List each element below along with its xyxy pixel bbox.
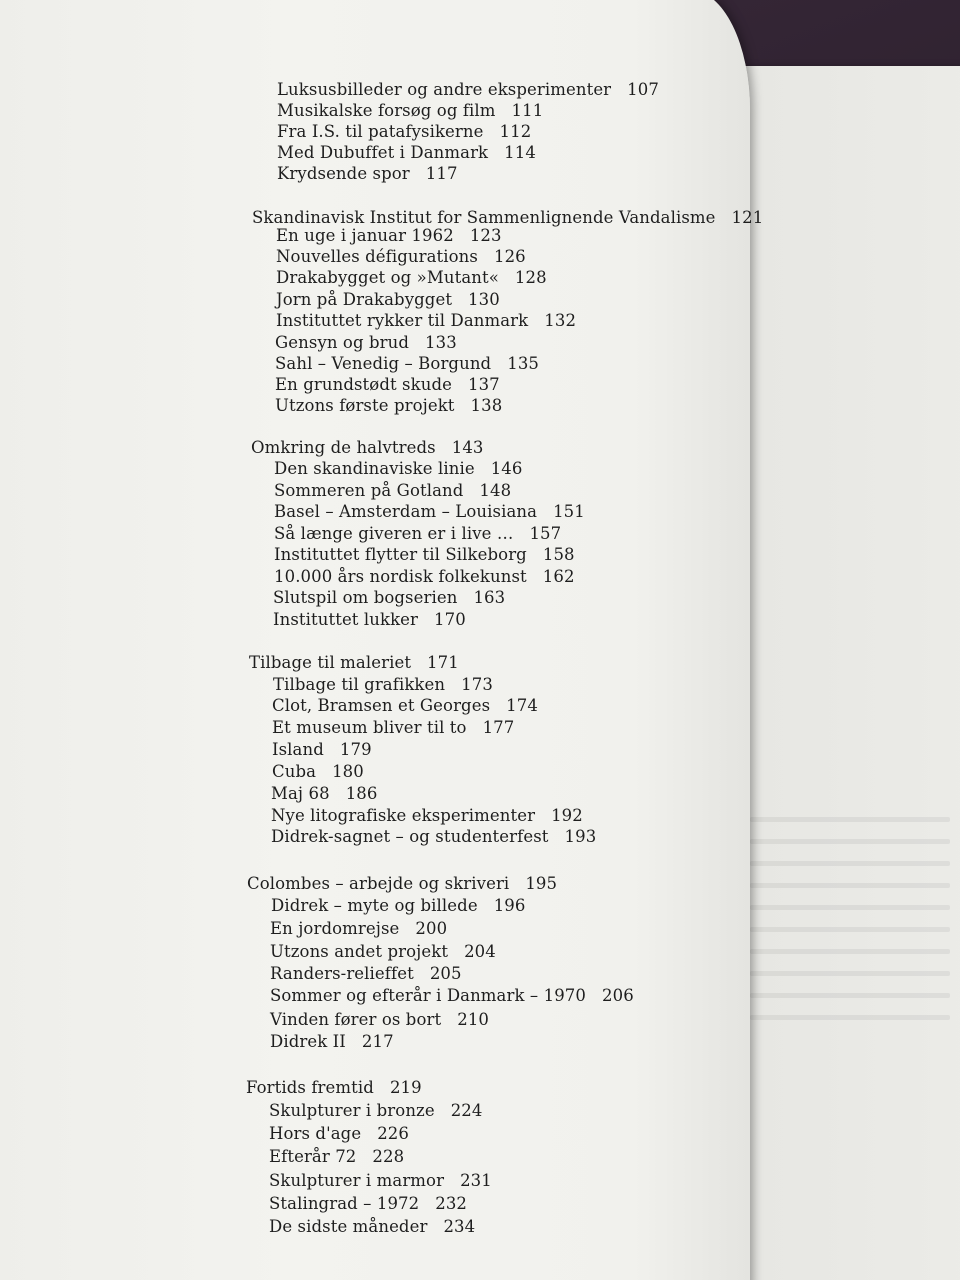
toc-entry <box>274 545 575 564</box>
toc-entry-page: 138 <box>470 396 503 415</box>
toc-entry <box>274 502 585 521</box>
toc-entry-page: 179 <box>339 740 372 759</box>
toc-entry <box>271 896 526 915</box>
toc-entry-title: Gensyn og brud <box>275 333 410 352</box>
toc-chapter-page: 219 <box>389 1078 422 1097</box>
toc-entry-page: 180 <box>332 762 364 781</box>
toc-entry-page: 206 <box>602 986 634 1005</box>
toc-entry-title: Luksusbilleder og andre eksperimenter <box>277 80 612 99</box>
toc-entry-page: 135 <box>507 354 540 373</box>
toc-entry-title: Island <box>272 740 324 759</box>
toc-entry <box>270 919 447 938</box>
toc-entry <box>270 964 462 983</box>
toc-entry-title: Jorn på Drakabygget <box>276 290 453 309</box>
toc-entry-title: Didrek II <box>270 1032 346 1051</box>
toc-entry <box>272 740 372 759</box>
toc-entry-title: Cuba <box>272 762 317 781</box>
toc-entry-page: 146 <box>490 459 523 478</box>
toc-entry-page: 217 <box>361 1032 394 1051</box>
toc-entry <box>274 481 511 500</box>
toc-entry-page: 204 <box>464 942 496 961</box>
toc-entry-page: 130 <box>468 290 500 309</box>
toc-entry-title: Krydsende spor <box>277 164 410 183</box>
toc-entry-page: 133 <box>425 333 457 352</box>
toc-entry-title: Så længe giveren er i live … <box>274 524 514 543</box>
toc-entry-page: 196 <box>493 896 526 915</box>
toc-chapter-page: 121 <box>731 208 764 227</box>
toc-entry <box>277 143 536 162</box>
toc-entry-page: 148 <box>479 481 512 500</box>
toc-entry-title: Musikalske forsøg og film <box>277 101 496 120</box>
toc-entry-title: Maj 68 <box>271 784 330 803</box>
toc-entry-page: 173 <box>461 675 493 694</box>
toc-entry <box>275 354 539 373</box>
toc-chapter-title: Colombes – arbejde og skriveri <box>247 874 510 893</box>
toc-entry-page: 126 <box>493 247 526 266</box>
toc-entry-page: 107 <box>627 80 659 99</box>
toc-entry <box>272 718 514 737</box>
toc-entry <box>273 675 493 694</box>
toc-entry-title: Basel – Amsterdam – Louisiana <box>274 502 538 521</box>
toc-entry-page: 117 <box>425 164 458 183</box>
toc-entry-title: Tilbage til grafikken <box>273 675 446 694</box>
toc-entry-page: 128 <box>514 268 547 287</box>
toc-entry-page: 157 <box>529 524 562 543</box>
toc-entry-title: Sahl – Venedig – Borgund <box>275 354 492 373</box>
toc-entry <box>277 101 543 120</box>
toc-entry <box>271 806 583 825</box>
toc-entry <box>273 588 505 607</box>
toc-chapter <box>249 653 459 672</box>
toc-entry-page: 200 <box>415 919 448 938</box>
toc-entry <box>269 1171 492 1190</box>
toc-entry-title: En jordomrejse <box>270 919 400 938</box>
toc-entry-title: Sommeren på Gotland <box>274 481 464 500</box>
toc-entry <box>275 396 502 415</box>
toc-entry <box>269 1101 483 1120</box>
toc-entry <box>269 1147 404 1166</box>
toc-entry-page: 163 <box>473 588 506 607</box>
toc-entry-page: 186 <box>345 784 378 803</box>
toc-entry-title: Instituttet flytter til Silkeborg <box>274 545 527 564</box>
toc-entry <box>277 122 531 141</box>
toc-chapter-title: Skandinavisk Institut for Sammenlignende Vandalisme <box>252 208 716 227</box>
toc-entry-title: Sommer og efterår i Danmark – 1970 <box>270 986 587 1005</box>
toc-entry-page: 228 <box>372 1147 405 1166</box>
toc-entry-page: 234 <box>443 1217 476 1236</box>
toc-entry <box>272 762 364 781</box>
toc-entry-page: 174 <box>506 696 538 715</box>
toc-entry <box>270 986 634 1005</box>
toc-entry-page: 224 <box>450 1101 483 1120</box>
toc-entry-title: Utzons første projekt <box>275 396 455 415</box>
toc-entry-title: Randers-relieffet <box>270 964 414 983</box>
toc-entry <box>269 1124 409 1143</box>
toc-entry-title: Skulpturer i marmor <box>269 1171 445 1190</box>
toc-chapter-title: Omkring de halvtreds <box>251 438 436 457</box>
toc-chapter-page: 195 <box>525 874 558 893</box>
toc-entry-page: 232 <box>435 1194 468 1213</box>
toc-chapter <box>251 438 484 457</box>
toc-entry-title: Efterår 72 <box>269 1147 357 1166</box>
toc-entry-page: 132 <box>544 311 577 330</box>
toc-entry-title: Instituttet rykker til Danmark <box>276 311 529 330</box>
toc-entry-title: Skulpturer i bronze <box>269 1101 435 1120</box>
toc-entry-page: 114 <box>504 143 536 162</box>
toc-entry <box>274 459 523 478</box>
toc-entry <box>275 333 457 352</box>
toc-entry <box>270 1032 394 1051</box>
toc-entry-title: Den skandinaviske linie <box>274 459 475 478</box>
toc-entry <box>271 827 596 846</box>
toc-entry-page: 158 <box>542 545 575 564</box>
toc-entry-page: 111 <box>511 101 544 120</box>
toc-entry-page: 226 <box>377 1124 409 1143</box>
toc-entry-page: 151 <box>553 502 585 521</box>
toc-entry <box>270 942 496 961</box>
toc-entry <box>273 610 466 629</box>
toc-entry-page: 177 <box>482 718 515 737</box>
toc-entry-title: Clot, Bramsen et Georges <box>272 696 491 715</box>
toc-entry-title: Instituttet lukker <box>273 610 419 629</box>
toc-entry-title: Stalingrad – 1972 <box>269 1194 420 1213</box>
toc-entry <box>276 226 502 245</box>
toc-entry-page: 205 <box>429 964 462 983</box>
toc-chapter <box>247 874 557 893</box>
toc-entry-page: 162 <box>542 567 575 586</box>
toc-entry <box>276 247 526 266</box>
toc-entry <box>274 567 575 586</box>
toc-entry-title: En grundstødt skude <box>275 375 452 394</box>
toc-entry <box>269 1217 475 1236</box>
toc-chapter-page: 143 <box>451 438 484 457</box>
toc-entry-title: Didrek – myte og billede <box>271 896 478 915</box>
toc-entry-title: De sidste måneder <box>269 1217 428 1236</box>
toc-entry-page: 231 <box>460 1171 492 1190</box>
toc-entry <box>270 1010 489 1029</box>
toc-entry <box>271 784 378 803</box>
toc-entry-title: 10.000 års nordisk folkekunst <box>274 567 527 586</box>
toc-chapter-title: Tilbage til maleriet <box>249 653 412 672</box>
toc-entry-title: Nye litografiske eksperimenter <box>271 806 536 825</box>
toc-entry-page: 112 <box>499 122 532 141</box>
toc-chapter-page: 171 <box>427 653 459 672</box>
toc-entry-title: Didrek-sagnet – og studenterfest <box>271 827 549 846</box>
toc-entry <box>276 290 500 309</box>
toc-entry-title: Vinden fører os bort <box>270 1010 442 1029</box>
toc-entry-page: 210 <box>457 1010 490 1029</box>
toc-entry-title: Slutspil om bogserien <box>273 588 458 607</box>
toc-entry <box>269 1194 467 1213</box>
toc-entry-page: 137 <box>467 375 500 394</box>
toc-chapter-title: Fortids fremtid <box>246 1078 374 1097</box>
toc-chapter <box>246 1078 422 1097</box>
toc-entry-page: 170 <box>434 610 466 629</box>
toc-entry-title: En uge i januar 1962 <box>276 226 454 245</box>
toc-entry-title: Med Dubuffet i Danmark <box>277 143 489 162</box>
toc-entry-title: Et museum bliver til to <box>272 718 467 737</box>
toc-entry-title: Drakabygget og »Mutant« <box>276 268 499 287</box>
toc-entry-title: Fra I.S. til patafysikerne <box>277 122 484 141</box>
toc-entry <box>277 80 659 99</box>
toc-entry-page: 192 <box>551 806 583 825</box>
toc-entry <box>276 268 547 287</box>
toc-entry <box>276 311 576 330</box>
toc-entry <box>277 164 458 183</box>
toc-entry <box>274 524 561 543</box>
toc-entry-page: 193 <box>564 827 597 846</box>
toc-entry-title: Nouvelles défigurations <box>276 247 478 266</box>
toc-entry-title: Utzons andet projekt <box>270 942 449 961</box>
toc-entry <box>272 696 538 715</box>
toc-entry <box>275 375 500 394</box>
toc-entry-title: Hors d'age <box>269 1124 362 1143</box>
toc-entry-page: 123 <box>469 226 502 245</box>
toc-chapter <box>252 208 763 227</box>
